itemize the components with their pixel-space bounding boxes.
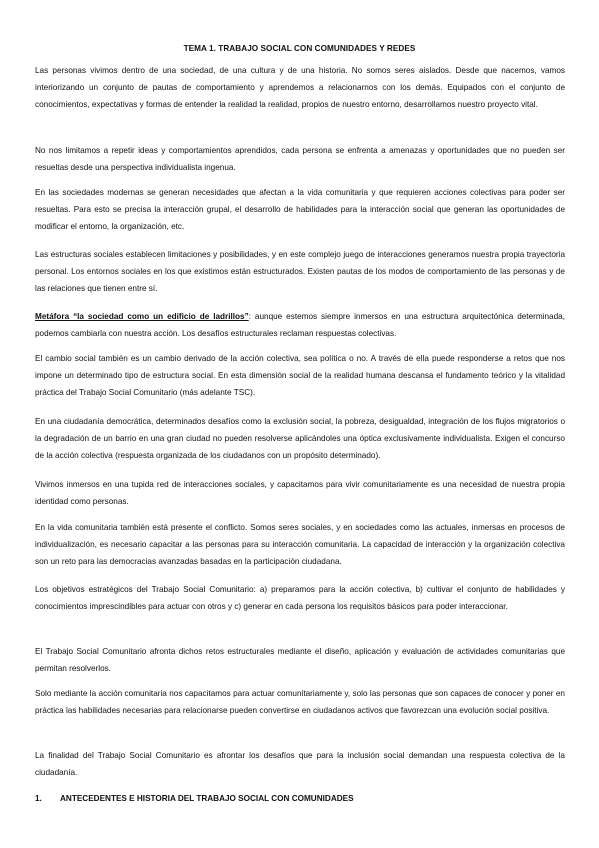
document-title: TEMA 1. TRABAJO SOCIAL CON COMUNIDADES Y REDES — [183, 44, 416, 53]
section-number: 1. — [35, 794, 42, 803]
paragraph: Vivimos inmersos en una tupida red de interacciones sociales, y capacitamos para vivir comunitariamente es una necesidad de nuestra propia identidad como personas. — [35, 480, 565, 507]
paragraph: En la vida comunitaria también está presente el conflicto. Somos seres sociales, y en sociedades como las actuales, inmersas en procesos de individualización, es necesario capacitar a las personas para su interacción comunitaria. La capacidad de interacción y la organización colectiva son un reto para las democracias avanzadas basadas en la participación ciudadana. — [35, 523, 565, 567]
paragraph: En una ciudadanía democrática, determinados desafíos como la exclusión social, la pobreza, desigualdad, integración de los flujos migratorios o la degradación de un barrio en una gran ciudad no pueden resolverse aplicándoles una óptica exclusivamente individualista. Exigen el concurso de la acción colectiva (respuesta organizada de los ciudadanos con un propósito determinado). — [35, 417, 565, 461]
paragraph: Las estructuras sociales establecen limitaciones y posibilidades, y en este complejo juego de interacciones generamos nuestra propia trayectoria personal. Los entornos sociales en los que existimos están estructurados. Existen pautas de los modos de comportamiento de las personas y de las relaciones que tienen entre sí. — [35, 250, 565, 294]
paragraph: El cambio social también es un cambio derivado de la acción colectiva, sea política o no. A través de ella puede responderse a retos que nos impone un determinado tipo de estructura social. En esta dimensión social de la realidad humana descansa el fundamento teórico y la vitalidad práctica del Trabajo Social Comunitario (más adelante TSC). — [35, 354, 565, 398]
paragraph: Las personas vivimos dentro de una sociedad, de una cultura y de una historia. No somos seres aislados. Desde que nacemos, vamos interiorizando un conjunto de pautas de comportamiento y aprendemos a relacionarnos con los demás. Equipados con el conjunto de conocimientos, expectativas y formas de entender la realidad la realidad, propios de nuestro entorno, desarrollamos nuestro proyecto vital. — [35, 66, 565, 110]
paragraph: En las sociedades modernas se generan necesidades que afectan a la vida comunitaria y que requieren acciones colectivas para poder ser resueltas. Para esto se precisa la interacción grupal, el desarrollo de habilidades para la interacción social que generan las oportunidades de modificar el entorno, la organización, etc. — [35, 188, 565, 232]
paragraph: El Trabajo Social Comunitario afronta dichos retos estructurales mediante el diseño, aplicación y evaluación de actividades comunitarias que permitan resolverlos. — [35, 647, 565, 674]
metaphor-text: : aunque estemos siempre inmersos en una estructura arquitectónica determinada, podemos cambiarla con nuestra acción. Los desafíos estructurales reclaman respuestas colectivas. — [35, 312, 565, 339]
metaphor-label: Metáfora “la sociedad como un edificio de ladrillos” — [35, 312, 249, 321]
section-title: ANTECEDENTES E HISTORIA DEL TRABAJO SOCIAL CON COMUNIDADES — [60, 794, 354, 803]
paragraph: La finalidad del Trabajo Social Comunitario es afrontar los desafíos que para la inclusión social demandan una respuesta colectiva de la ciudadanía. — [35, 751, 565, 778]
section-heading — [35, 790, 565, 807]
paragraph: Solo mediante la acción comunitaria nos capacitamos para actuar comunitariamente y, solo las personas que son capaces de conocer y poner en práctica las habilidades necesarias para relacionarse pueden convertirse en ciudadanos activos que favorezcan una evolución social positiva. — [35, 689, 565, 716]
paragraph: Los objetivos estratégicos del Trabajo Social Comunitario: a) preparamos para la acción colectiva, b) cultivar el conjunto de habilidades y conocimientos imprescindibles para actuar con otros y c) generar en cada persona los requisitos básicos para poder interaccionar. — [35, 585, 565, 612]
metaphor-paragraph — [35, 308, 565, 342]
paragraph: No nos limitamos a repetir ideas y comportamientos aprendidos, cada persona se enfrenta a amenazas y oportunidades que no pueden ser resueltas desde una perspectiva individualista ingenua. — [35, 146, 565, 173]
